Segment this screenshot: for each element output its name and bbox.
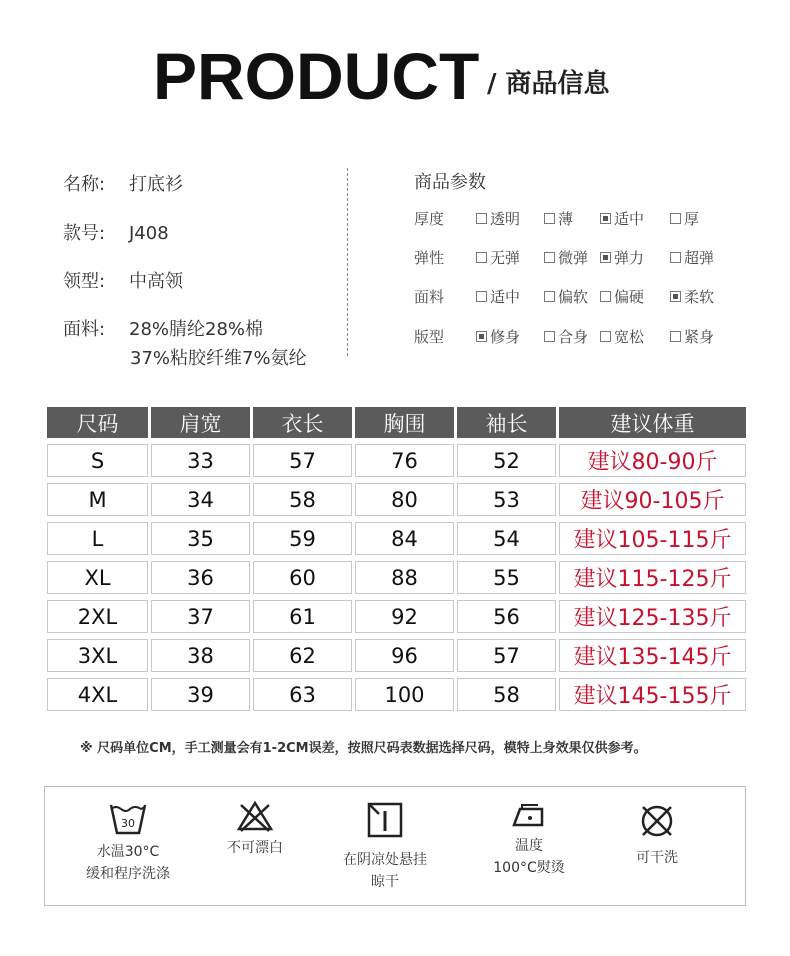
param-label: 弹性 — [414, 249, 445, 267]
table-cell: 88 — [355, 561, 454, 594]
info-style — [63, 219, 169, 245]
info-name — [63, 170, 183, 196]
checked-box-icon — [600, 252, 611, 263]
table-row — [47, 561, 746, 594]
iron-icon — [508, 801, 550, 829]
table-cell: 80 — [355, 483, 454, 516]
unchecked-box-icon — [544, 252, 555, 263]
unchecked-box-icon — [476, 213, 487, 224]
param-row — [414, 208, 754, 230]
table-cell: 2XL — [47, 600, 148, 633]
param-option-label: 合身 — [558, 328, 589, 346]
param-option-label: 偏软 — [558, 288, 589, 306]
recommended-weight-cell: 建议125-135斤 — [559, 600, 746, 633]
care-item-wash — [53, 801, 203, 885]
table-cell: 52 — [457, 444, 556, 477]
unchecked-box-icon — [544, 331, 555, 342]
param-option-label: 修身 — [490, 328, 521, 346]
param-row — [414, 247, 754, 269]
param-option-label: 适中 — [490, 288, 521, 306]
table-cell: M — [47, 483, 148, 516]
param-option — [600, 208, 644, 229]
table-cell: 96 — [355, 639, 454, 672]
info-name-value: 打底衫 — [129, 174, 183, 195]
param-option-label: 适中 — [614, 210, 645, 228]
table-cell: 38 — [151, 639, 250, 672]
unchecked-box-icon — [476, 252, 487, 263]
unchecked-box-icon — [544, 291, 555, 302]
size-table — [44, 401, 749, 717]
info-fabric — [63, 315, 263, 341]
info-fabric-line2: 37%粘胶纤维7%氨纶 — [130, 348, 307, 369]
table-cell: XL — [47, 561, 148, 594]
unchecked-box-icon — [600, 291, 611, 302]
table-cell: 57 — [457, 639, 556, 672]
param-option — [670, 208, 699, 229]
checked-box-icon — [476, 331, 487, 342]
wash-temp-text: 30 — [121, 817, 135, 830]
param-option-label: 紧身 — [684, 328, 715, 346]
care-label: 可干洗 — [636, 850, 678, 866]
table-cell: 4XL — [47, 678, 148, 711]
care-instructions — [44, 786, 746, 906]
table-row — [47, 678, 746, 711]
info-collar-value: 中高领 — [129, 271, 183, 292]
param-option-label: 柔软 — [684, 288, 715, 306]
param-option-label: 厚 — [684, 210, 700, 228]
unchecked-box-icon — [544, 213, 555, 224]
param-option — [600, 247, 644, 268]
table-cell: 63 — [253, 678, 352, 711]
table-header-cell: 肩宽 — [151, 407, 250, 438]
care-item-dry — [315, 801, 455, 893]
care-item-bleach — [185, 799, 325, 859]
unchecked-box-icon — [670, 252, 681, 263]
checked-box-icon — [670, 291, 681, 302]
table-cell: 62 — [253, 639, 352, 672]
recommended-weight-cell: 建议145-155斤 — [559, 678, 746, 711]
info-name-label: 名称: — [63, 174, 106, 195]
care-item-dryclean — [587, 801, 727, 869]
recommended-weight-cell: 建议90-105斤 — [559, 483, 746, 516]
table-cell: 55 — [457, 561, 556, 594]
care-label: 不可漂白 — [227, 840, 283, 856]
table-header-cell: 袖长 — [457, 407, 556, 438]
param-option — [670, 326, 714, 347]
line-dry-shade-icon — [366, 801, 404, 839]
param-option — [600, 326, 644, 347]
table-cell: 35 — [151, 522, 250, 555]
info-style-label: 款号: — [63, 223, 106, 244]
table-cell: 92 — [355, 600, 454, 633]
param-option — [544, 208, 573, 229]
info-collar-label: 领型: — [63, 271, 106, 292]
param-option-label: 宽松 — [614, 328, 645, 346]
info-collar — [63, 267, 183, 293]
table-cell: 100 — [355, 678, 454, 711]
param-option-label: 超弹 — [684, 249, 715, 267]
info-style-value: J408 — [129, 223, 169, 244]
unchecked-box-icon — [600, 331, 611, 342]
param-option-label: 无弹 — [490, 249, 521, 267]
param-option-label: 透明 — [490, 210, 521, 228]
table-cell: 53 — [457, 483, 556, 516]
table-row — [47, 639, 746, 672]
table-cell: 58 — [457, 678, 556, 711]
care-label: 缓和程序洗涤 — [86, 866, 170, 882]
size-note: ※ 尺码单位CM，手工测量会有1-2CM误差，按照尺码表数据选择尺码，模特上身效果仅供参考。 — [80, 741, 647, 756]
table-header-cell: 尺码 — [47, 407, 148, 438]
table-cell: 76 — [355, 444, 454, 477]
dry-clean-icon — [637, 801, 677, 841]
care-label: 温度 — [515, 838, 543, 854]
param-option — [544, 286, 588, 307]
table-header-cell: 衣长 — [253, 407, 352, 438]
table-cell: 33 — [151, 444, 250, 477]
table-cell: 36 — [151, 561, 250, 594]
table-cell: 60 — [253, 561, 352, 594]
divider — [347, 168, 348, 356]
table-header-cell: 建议体重 — [559, 407, 746, 438]
table-header — [47, 407, 746, 438]
table-cell: S — [47, 444, 148, 477]
param-option — [544, 247, 588, 268]
table-row — [47, 444, 746, 477]
care-label: 晾干 — [371, 874, 399, 890]
unchecked-box-icon — [476, 291, 487, 302]
checked-box-icon — [600, 213, 611, 224]
care-label: 在阴凉处悬挂 — [343, 852, 427, 868]
param-option — [670, 247, 714, 268]
table-row — [47, 600, 746, 633]
unchecked-box-icon — [670, 331, 681, 342]
unchecked-box-icon — [670, 213, 681, 224]
param-label: 版型 — [414, 328, 445, 346]
table-row — [47, 522, 746, 555]
table-row — [47, 483, 746, 516]
table-cell: 56 — [457, 600, 556, 633]
recommended-weight-cell: 建议80-90斤 — [559, 444, 746, 477]
param-option — [476, 286, 520, 307]
table-cell: 84 — [355, 522, 454, 555]
table-cell: L — [47, 522, 148, 555]
param-option — [476, 208, 520, 229]
table-cell: 58 — [253, 483, 352, 516]
recommended-weight-cell: 建议135-145斤 — [559, 639, 746, 672]
param-option-label: 偏硬 — [614, 288, 645, 306]
table-cell: 34 — [151, 483, 250, 516]
table-cell: 59 — [253, 522, 352, 555]
table-cell: 57 — [253, 444, 352, 477]
param-row — [414, 286, 754, 308]
recommended-weight-cell: 建议115-125斤 — [559, 561, 746, 594]
param-label: 厚度 — [414, 210, 445, 228]
param-option-label: 微弹 — [558, 249, 589, 267]
header — [0, 38, 790, 118]
care-label: 100°C熨烫 — [493, 860, 565, 876]
table-cell: 39 — [151, 678, 250, 711]
table-cell: 37 — [151, 600, 250, 633]
param-option — [476, 247, 520, 268]
table-cell: 54 — [457, 522, 556, 555]
param-option — [670, 286, 714, 307]
param-option-label: 弹力 — [614, 249, 645, 267]
no-bleach-icon — [235, 799, 275, 833]
table-header-cell: 胸围 — [355, 407, 454, 438]
wash-30-icon — [108, 801, 148, 837]
param-option — [476, 326, 520, 347]
param-row — [414, 326, 754, 348]
recommended-weight-cell: 建议105-115斤 — [559, 522, 746, 555]
table-cell: 3XL — [47, 639, 148, 672]
param-option — [544, 326, 588, 347]
info-fabric-value: 28%腈纶28%棉 — [129, 319, 264, 340]
page-title: PRODUCT — [153, 39, 480, 113]
page-subtitle: / 商品信息 — [487, 69, 610, 99]
param-option — [600, 286, 644, 307]
params-title: 商品参数 — [414, 172, 486, 193]
param-option-label: 薄 — [558, 210, 574, 228]
care-label: 水温30°C — [96, 844, 160, 860]
param-label: 面料 — [414, 288, 445, 306]
care-item-iron — [459, 801, 599, 879]
info-fabric-label: 面料: — [63, 319, 106, 340]
table-cell: 61 — [253, 600, 352, 633]
